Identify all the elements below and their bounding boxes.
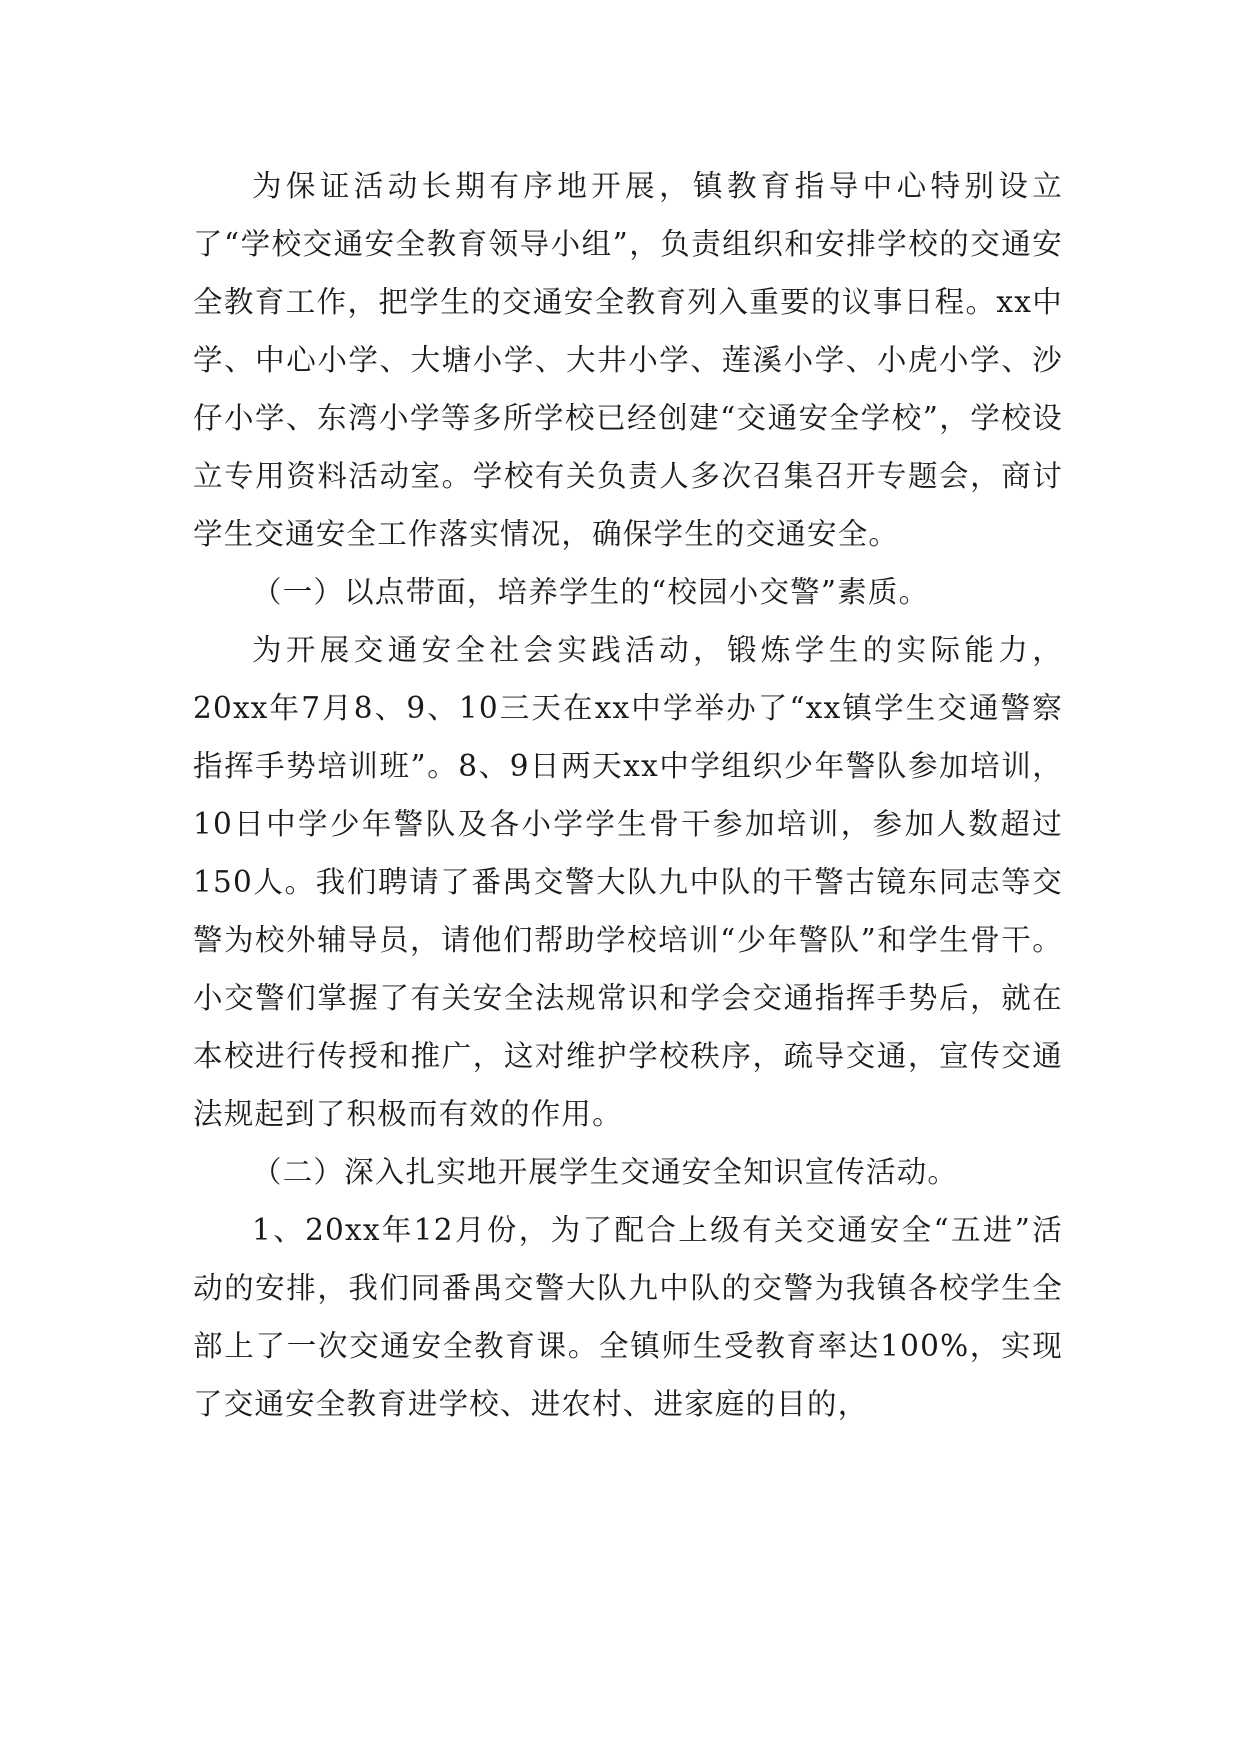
paragraph-leadership-group: 为保证活动长期有序地开展，镇教育指导中心特别设立了“学校交通安全教育领导小组”，负责组织和安排学校的交通安全教育工作，把学生的交通安全教育列入重要的议事日程。xx中学、中心小学、大塘小学、大井小学、莲溪小学、小虎小学、沙仔小学、东湾小学等多所学校已经创建“交通安全学校”，学校设立专用资料活动室。学校有关负责人多次召集召开专题会，商讨学生交通安全工作落实情况，确保学生的交通安全。 [193, 169, 1063, 551]
paragraph-traffic-police-training: 为开展交通安全社会实践活动，锻炼学生的实际能力，20xx年7月8、9、10三天在xx中学举办了“xx镇学生交通警察指挥手势培训班”。8、9日两天xx中学组织少年警队参加培训，10日中学少年警队及各小学学生骨干参加培训，参加人数超过150人。我们聘请了番禺交警大队九中队的干警古镜东同志等交警为校外辅导员，请他们帮助学校培训“少年警队”和学生骨干。小交警们掌握了有关安全法规常识和学会交通指挥手势后，就在本校进行传授和推广，这对维护学校秩序，疏导交通，宣传交通法规起到了积极而有效的作用。 [193, 633, 1063, 1131]
section-heading-1: （一）以点带面，培养学生的“校园小交警”素质。 [252, 575, 930, 609]
document-body [193, 157, 1063, 1433]
section-heading-2: （二）深入扎实地开展学生交通安全知识宣传活动。 [252, 1155, 959, 1189]
paragraph-safety-course: 1、20xx年12月份，为了配合上级有关交通安全“五进”活动的安排，我们同番禺交警大队九中队的交警为我镇各校学生全部上了一次交通安全教育课。全镇师生受教育率达100%，实现了交通安全教育进学校、进农村、进家庭的目的， [193, 1213, 1063, 1421]
